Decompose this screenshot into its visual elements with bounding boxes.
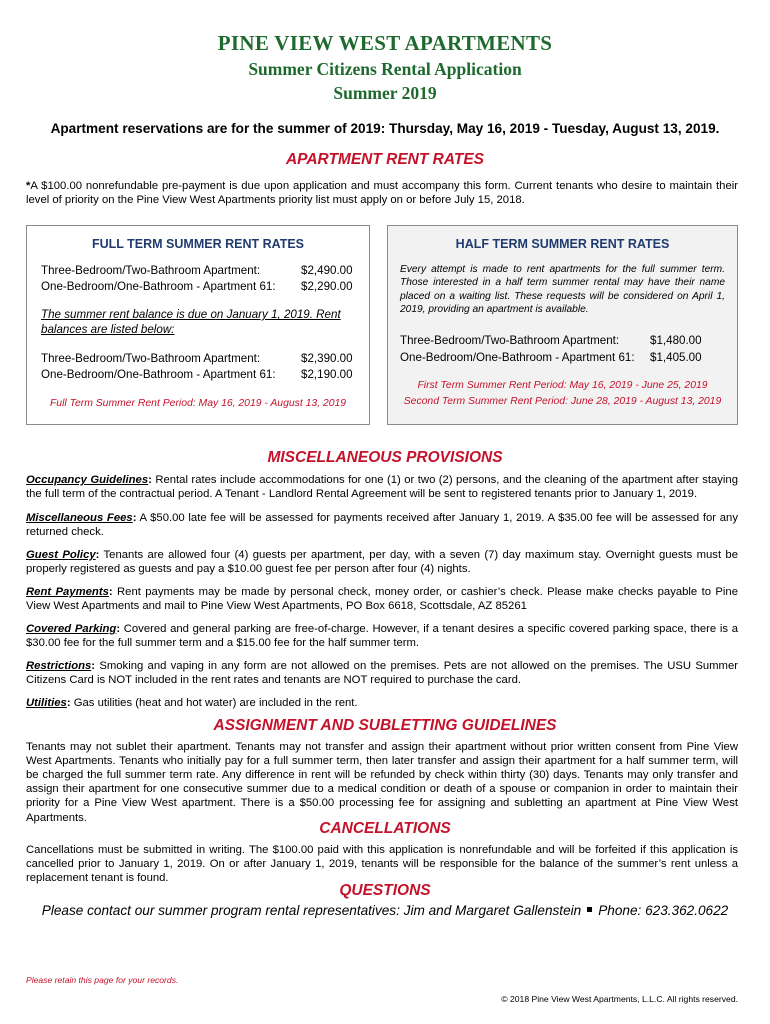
contact-text: Please contact our summer program rental representatives: Jim and Margaret Gallenstein (41, 903, 582, 918)
assignment-text: Tenants may not sublet their apartment. Tenants may not transfer and assign their apartment without prior written consent from Pine View West Apartments. Tenants who initially pay for a full summer term, then later transfer and assign their apartment for a half summer term, will be charged the full summer term rate. Any difference in rent will be refunded by check within thirty (30) days. Tenants may only transfer and assign their apartment for one consecutive summer due to a medical condition or death of a spouse or companion in order to maintain their priority for a Pine View West apartment. There is a $50.00 processing fee for assigning and subletting an apartment at Pine View West Apartments. (26, 741, 738, 824)
misc-item-guest: Guest Policy: Tenants are allowed four (4) guests per apartment, per day, with a seven (7) day maximum stay. Overnight guests must be properly registered as guests and pay a $10.00 guest fee per person after four (4) nights. (26, 549, 738, 576)
retain-note: Please retain this page for your records. (26, 975, 179, 985)
cancellations-text: Cancellations must be submitted in writing. The $100.00 paid with this application is nonrefundable and will be forfeited if this application is cancelled prior to January 1, 2019. On or after January 1, 2019, tenants will be responsible for the balance of the summer’s rent unless a replacement tenant is found. (26, 844, 738, 885)
cancellations-heading: CANCELLATIONS (319, 820, 451, 837)
balance-row (41, 368, 356, 384)
balance-note-line1: The summer rent balance is due on January 1, 2019. Rent (41, 308, 341, 321)
rate-name: Three-Bedroom/Two-Bathroom Apartment: (41, 352, 261, 365)
rent-rates-intro (26, 179, 738, 207)
rate-price: $2,290.00 (301, 280, 353, 293)
rate-price: $1,480.00 (650, 334, 702, 347)
half-term-rate-row (400, 351, 730, 367)
phone-text: Phone: 623.362.0622 (598, 903, 729, 918)
full-term-box (26, 225, 370, 425)
half-term-rate-row (400, 334, 730, 350)
misc-item-restrictions: Restrictions: Smoking and vaping in any form are not allowed on the premises. Pets are not allowed on the premises. The USU Summer Citizens Card is NOT included in the rent rates and tenants are NOT required to purchase the card. (26, 660, 738, 687)
rate-name: One-Bedroom/One-Bathroom - Apartment 61: (41, 280, 276, 293)
rate-name: Three-Bedroom/Two-Bathroom Apartment: (400, 334, 620, 347)
page-title: PINE VIEW WEST APARTMENTS (217, 31, 553, 55)
reservation-note: Apartment reservations are for the summer of 2019: Thursday, May 16, 2019 - Tuesday, August 13, 2019. (50, 121, 720, 136)
misc-text: Smoking and vaping in any form are not allowed on the premises. Pets are not allowed on the premises. The USU Summer Citizens Card is NOT included in the rent rates and tenants are NOT required to purchase the card. (26, 660, 738, 687)
misc-label: Covered Parking (26, 623, 117, 635)
misc-label: Guest Policy (26, 549, 96, 561)
misc-text: A $50.00 late fee will be assessed for payments received after January 1, 2019. A $35.00 fee will be assessed for any returned check. (26, 512, 738, 539)
misc-text: Gas utilities (heat and hot water) are included in the rent. (70, 697, 358, 709)
full-term-rate-row (41, 280, 356, 296)
full-term-rate-row (41, 264, 356, 280)
page-year: Summer 2019 (333, 83, 437, 103)
half-term-title: HALF TERM SUMMER RENT RATES (455, 237, 670, 251)
first-term-period: First Term Summer Rent Period: May 16, 2019 - June 25, 2019 (417, 380, 708, 391)
misc-text: Rental rates include accommodations for one (1) or two (2) persons, and the cleaning of the apartment after staying the full term of the contractual period. A Tenant - Landlord Rental Agreement will be sent to registered tenants prior to January 1, 2019. (26, 474, 739, 501)
copyright: © 2018 Pine View West Apartments, L.L.C. All rights reserved. (501, 994, 738, 1004)
misc-text: Rent payments may be made by personal check, money order, or cashier’s check. Please make checks payable to Pine View West Apartments and mail to Pine View West Apartments, PO Box 6618, Scottsdale, AZ 85261 (26, 586, 738, 613)
misc-text: Covered and general parking are free-of-charge. However, if a tenant desires a specific covered parking space, there is a $30.00 fee for the full summer term and a $15.00 fee for the half summer term. (26, 623, 738, 650)
intro-asterisk: * (26, 180, 31, 192)
misc-label: Miscellaneous Fees (26, 512, 133, 524)
balance-note-line2: balances are listed below: (41, 323, 175, 336)
rent-rates-heading: APARTMENT RENT RATES (285, 151, 485, 168)
misc-label: Occupancy Guidelines (26, 474, 149, 486)
rate-price: $2,490.00 (301, 264, 353, 277)
rate-name: One-Bedroom/One-Bathroom - Apartment 61: (41, 368, 276, 381)
misc-item-utilities: Utilities: Gas utilities (heat and hot water) are included in the rent. (26, 697, 358, 709)
misc-item-fees: Miscellaneous Fees: A $50.00 late fee will be assessed for payments received after January 1, 2019. A $35.00 fee will be assessed for any returned check. (26, 512, 738, 539)
questions-contact-line (0, 903, 770, 920)
misc-label: Rent Payments (26, 586, 109, 598)
half-term-note: Every attempt is made to rent apartments for the full summer term. Those interested in a half term summer rental may have their name placed on a waiting list. These requests will be considered on April 1, 2019, providing an apartment is available. (400, 264, 725, 315)
intro-text: A $100.00 nonrefundable pre-payment is due upon application and must accompany this form. Current tenants who desire to maintain their level of priority on the Pine View West Apartments priority list must apply on or before July 15, 2018. (26, 180, 738, 207)
assignment-heading: ASSIGNMENT AND SUBLETTING GUIDELINES (213, 717, 557, 734)
misc-item-parking: Covered Parking: Covered and general parking are free-of-charge. However, if a tenant desires a specific covered parking space, there is a $30.00 fee for the full summer term and a $15.00 fee for the half summer term. (26, 623, 738, 650)
page-subtitle: Summer Citizens Rental Application (248, 59, 522, 79)
misc-heading: MISCELLANEOUS PROVISIONS (267, 449, 503, 466)
misc-item-payments: Rent Payments: Rent payments may be made by personal check, money order, or cashier’s check. Please make checks payable to Pine View West Apartments and mail to Pine View West Apartments, PO Box 6618, Scottsdale, AZ 85261 (26, 586, 738, 613)
bullet-icon (587, 907, 592, 912)
misc-label: Restrictions (26, 660, 92, 672)
full-term-period: Full Term Summer Rent Period: May 16, 2019 - August 13, 2019 (49, 398, 347, 409)
misc-item-occupancy: Occupancy Guidelines: Rental rates include accommodations for one (1) or two (2) persons, and the cleaning of the apartment after staying the full term of the contractual period. A Tenant - Landlord Rental Agreement will be sent to registered tenants prior to January 1, 2019. (26, 474, 739, 501)
full-term-title: FULL TERM SUMMER RENT RATES (91, 237, 305, 251)
misc-label: Utilities (26, 697, 67, 709)
rate-price: $2,390.00 (301, 352, 353, 365)
rate-name: Three-Bedroom/Two-Bathroom Apartment: (41, 264, 261, 277)
misc-text: Tenants are allowed four (4) guests per apartment, per day, with a seven (7) day maximum stay. Overnight guests must be properly registered as guests and pay a $10.00 guest fee per person after four (4) nights. (26, 549, 738, 576)
rate-price: $1,405.00 (650, 351, 702, 364)
balance-row (41, 352, 356, 368)
questions-heading: QUESTIONS (339, 882, 431, 899)
half-term-box (387, 225, 738, 425)
rate-name: One-Bedroom/One-Bathroom - Apartment 61: (400, 351, 635, 364)
rate-price: $2,190.00 (301, 368, 353, 381)
second-term-period: Second Term Summer Rent Period: June 28, 2019 - August 13, 2019 (403, 396, 722, 407)
